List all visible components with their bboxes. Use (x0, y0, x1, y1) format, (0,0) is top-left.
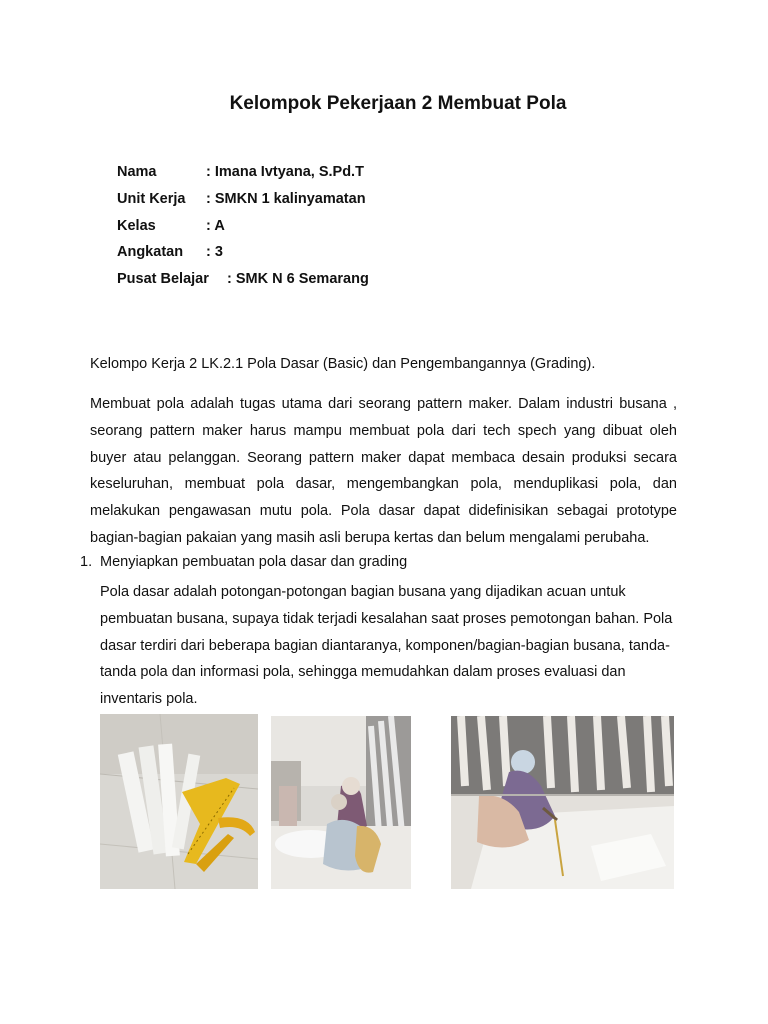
info-row-pusat-belajar (117, 269, 369, 296)
info-label: Pusat Belajar (117, 271, 209, 288)
photo-workshop-students (271, 716, 411, 889)
list-item-heading (80, 552, 680, 572)
list-number: 1. (80, 554, 93, 570)
info-label: Nama (117, 164, 157, 180)
info-value: : SMKN 1 kalinyamatan (206, 190, 366, 207)
info-label: Angkatan (117, 244, 184, 261)
info-row-angkatan (117, 242, 369, 269)
list-item-body: Pola dasar adalah potongan-potongan bagian busana yang dijadikan acuan untuk pembuatan busana, supaya tidak terjadi kesalahan saat proses pemotongan bahan. Pola dasar terdiri dari beberapa bagian diantaranya, komponen/bagian-bagian busana, tanda-tanda pola dan informasi pola, sehingga memudahkan dalam proses evaluasi dan inventaris pola. (100, 584, 673, 708)
section-subtitle: Kelompo Kerja 2 LK.2.1 Pola Dasar (Basic) dan Pengembangannya (Grading). (90, 356, 596, 372)
photo-pattern-rulers (100, 714, 258, 889)
intro-paragraph: Membuat pola adalah tugas utama dari seorang pattern maker. Dalam industri busana , seorang pattern maker harus mampu membuat pola dari tech spech yang dibuat oleh buyer atau pelanggan. Seorang pattern maker dapat membaca desain produksi secara keseluruhan, membuat pola dasar, mengembangkan pola, menduplikasi pola, dan melakukan pengawasan mutu pola. Pola dasar dapat didefinisikan sebagai prototype bagian-bagian pakaian yang masih asli berupa kertas dan belum mengalami perubaha. (90, 396, 677, 546)
photo-drawing-pattern (451, 716, 674, 889)
identity-block (117, 162, 369, 296)
list-heading-text: Menyiapkan pembuatan pola dasar dan grading (100, 554, 408, 570)
info-row-unit-kerja (117, 189, 369, 216)
info-label: Kelas (117, 217, 156, 234)
info-row-nama (117, 162, 369, 189)
document-title: Kelompok Pekerjaan 2 Membuat Pola (229, 93, 567, 114)
info-value: : SMK N 6 Semarang (227, 271, 369, 288)
info-value: : A (206, 217, 225, 234)
info-label: Unit Kerja (117, 190, 186, 207)
info-value: : 3 (206, 244, 223, 261)
info-value: : Imana Ivtyana, S.Pd.T (206, 164, 364, 180)
info-row-kelas (117, 216, 369, 243)
